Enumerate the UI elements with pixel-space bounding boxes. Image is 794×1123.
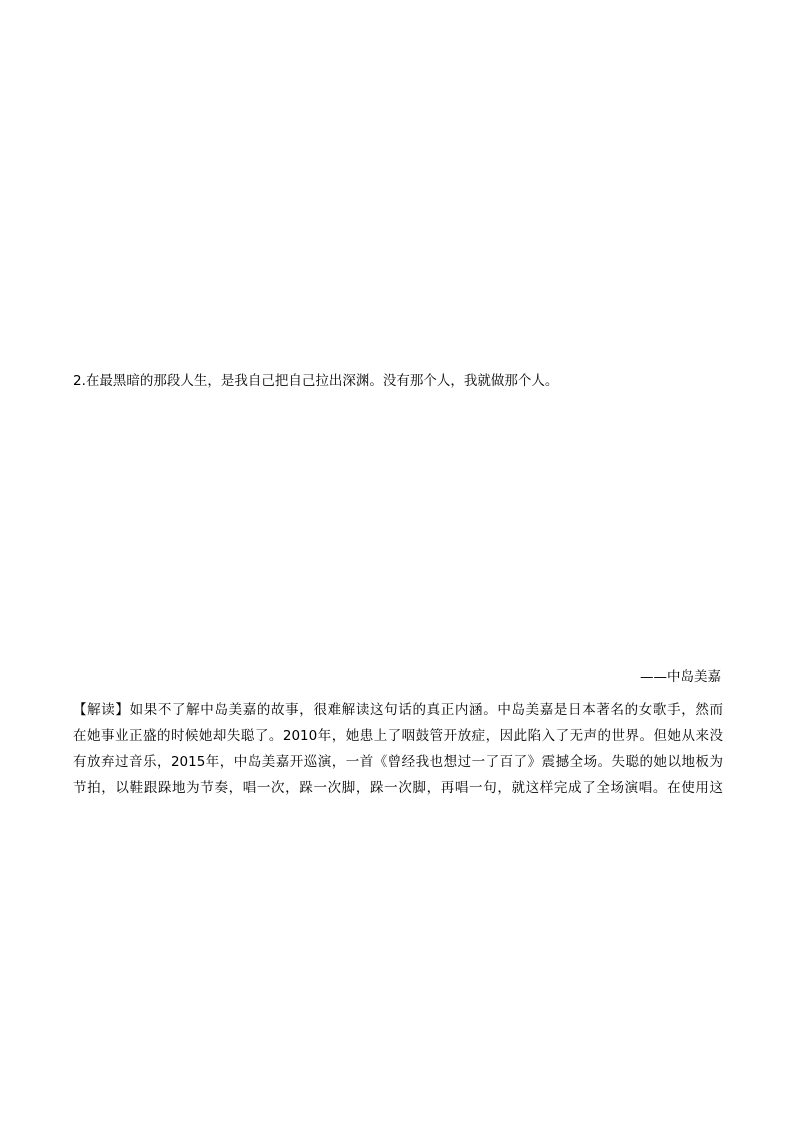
quote-text: 2.在最黑暗的那段人生，是我自己把自己拉出深渊。没有那个人，我就做那个人。 [73, 373, 559, 389]
explanation-tag: 【解读】 [73, 702, 130, 718]
explanation-line-2: 在她事业正盛的时候她却失聪了。2010年，她患上了咽鼓管开放症，因此陷入了无声的世界。但她从来没 [73, 728, 723, 744]
explanation-line-1-text: 如果不了解中岛美嘉的故事，很难解读这句话的真正内涵。中岛美嘉是日本著名的女歌手，然而 [129, 702, 723, 718]
explanation-line-3: 有放弃过音乐，2015年，中岛美嘉开巡演，一首《曾经我也想过一了百了》震撼全场。失聪的她以地板为 [73, 754, 723, 770]
explanation-line-4: 节拍，以鞋跟跺地为节奏，唱一次，跺一次脚，跺一次脚，再唱一句，就这样完成了全场演唱。在使用这 [73, 780, 723, 796]
quote-attribution: ——中岛美嘉 [640, 669, 721, 685]
explanation-paragraph [73, 694, 723, 804]
